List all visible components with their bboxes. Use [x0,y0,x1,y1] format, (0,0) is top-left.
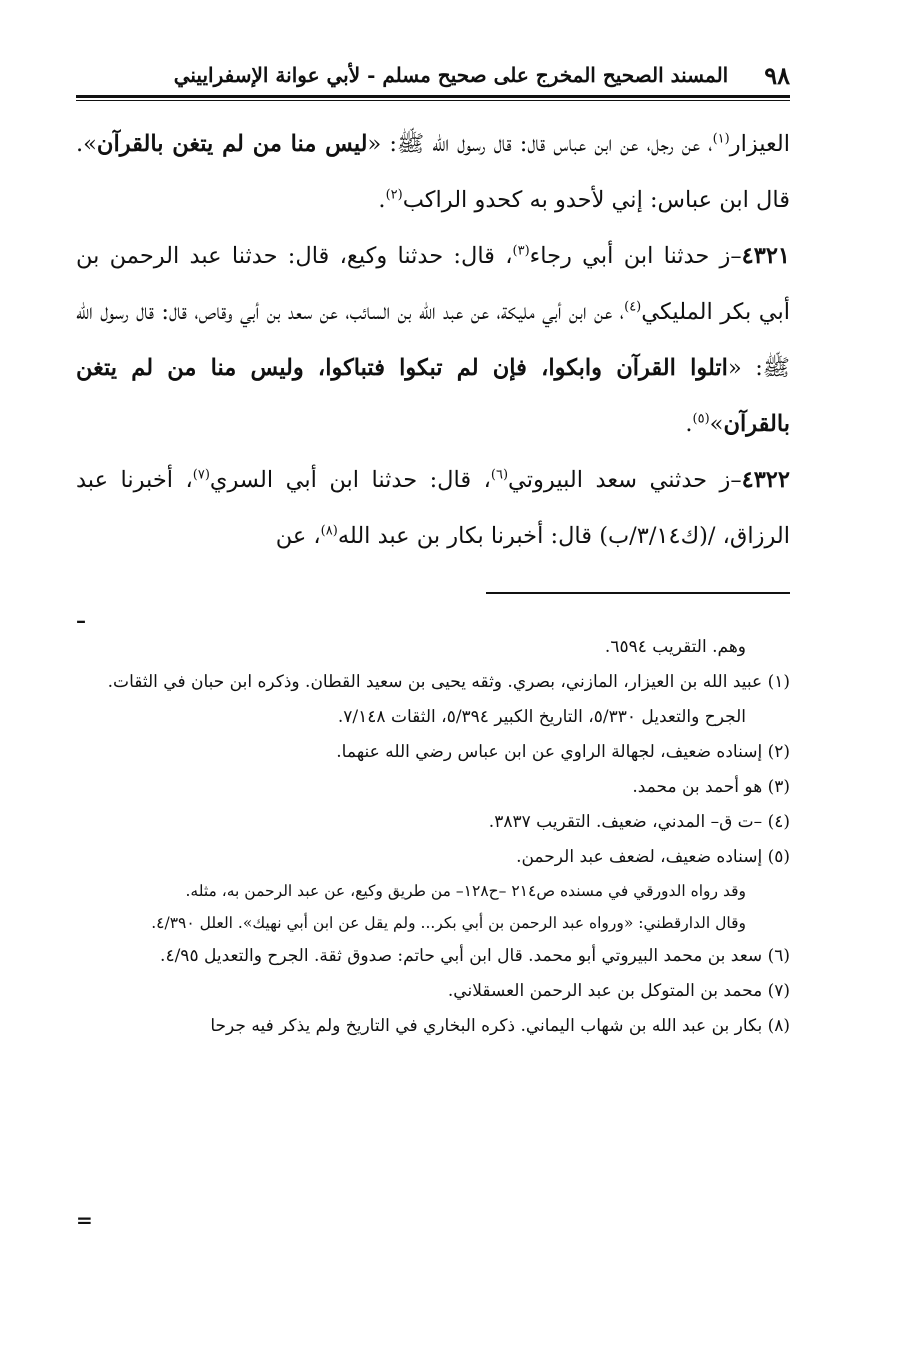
hadith-text: ليس منا من لم يتغن بالقرآن [96,131,368,157]
footnote-ref: (٢) [385,187,403,203]
footnote-ref: (٨) [320,523,338,539]
hadith-4321: ٤٣٢١–ز حدثنا ابن أبي رجاء$^{(٣)}$، قال: حدثنا وكيع، قال: حدثنا عبد الرحمن بن أبي بكر المليكي$^{(٤)}$، عن ابن أبي مليكة، عن عبد الله بن السائب، عن سعد بن أبي وقاص، قال: قال رسول الله ﷺ: «اتلوا القرآن وابكوا، فإن لم تبكوا فتباكوا، وليس منا من لم يتغن بالقرآن»$^{(٥)}$. [76,243,790,437]
hadith-text: اتلوا القرآن وابكوا، فإن لم تبكوا فتباكوا، وليس منا من لم يتغن بالقرآن [76,355,790,437]
hadith-number: ٤٣٢١ [741,243,790,269]
footnote-6: (٦) سعد بن محمد البيروتي أبو محمد. قال ابن أبي حاتم: صدوق ثقة. الجرح والتعديل ٤/٩٥. [160,946,790,966]
page-number: ٩٨ [764,60,790,90]
header-rule [76,95,790,98]
footnote-4: (٤) –ت ق– المدني، ضعيف. التقريب ٣٨٣٧. [488,812,790,832]
footnote-ref: (٦) [490,467,509,483]
footnote-1: (١) عبيد الله بن العيزار، المازني، بصري. وثقه يحيى بن سعيد القطان. وذكره ابن حبان في الثقات. الجرح والتعديل ٥/٣٣٠، التاريخ الكبير ٥/٣٩٤، الثقات ٧/١٤٨. [107,672,790,727]
hadith-4322: ٤٣٢٢–ز حدثني سعد البيروتي$^{(٦)}$، قال: حدثنا ابن أبي السري$^{(٧)}$، أخبرنا عبد الرزاق، /(ك٣/١٤/ب) قال: أخبرنا بكار بن عبد الله$^{(٨)}$، عن [76,467,790,549]
hadith-number: ٤٣٢٢ [741,467,790,493]
footnote-8: (٨) بكار بن عبد الله بن شهاب اليماني. ذكره البخاري في التاريخ ولم يذكر فيه جرحا [210,1016,790,1036]
footnote-3: (٣) هو أحمد بن محمد. [632,777,790,797]
continuation-mark-top: – [76,608,86,632]
footnote-2: (٢) إسناده ضعيف، لجهالة الراوي عن ابن عباس رضي الله عنهما. [336,742,790,762]
footnote-5: (٥) إسناده ضعيف، لضعف عبد الرحمن. [516,847,790,867]
footnote-carryover: وهم. التقريب ٦٥٩٤. [604,637,746,657]
continuation-mark-bottom: = [76,1208,93,1232]
footnote-ref: (٣) [512,243,530,259]
footnote-separator [486,592,790,594]
footnote-ref: (١) [712,131,730,147]
footnote-5-detail: وقد رواه الدورقي في مسنده ص٢١٤ –ح١٢٨– من طريق وكيع، عن عبد الرحمن به، مثله. [185,882,746,900]
footnote-ref: (٥) [692,411,710,427]
footnote-7: (٧) محمد بن المتوكل بن عبد الرحمن العسقلاني. [447,981,790,1001]
footnotes [76,630,790,1044]
main-text [76,116,790,564]
header-rule-thin [76,100,790,101]
footnote-ref: (٧) [192,467,210,483]
footnote-5-quote: وقال الدارقطني: «ورواه عبد الرحمن بن أبي بكر... ولم يقل عن ابن أبي نهيك». العلل ٤/٣٩٠. [151,914,746,932]
running-title: المسند الصحيح المخرج على صحيح مسلم - لأبي عوانة الإسفراييني [173,63,729,87]
footnote-ref: (٤) [624,299,642,315]
page-header [76,56,790,94]
paragraph-continuation: العيزار$^{(١)}$، عن رجل، عن ابن عباس قال: قال رسول الله ﷺ: «ليس منا من لم يتغن بالقرآن». قال ابن عباس: إني لأحدو به كحدو الراكب$^{(٢)}$. [76,131,791,213]
